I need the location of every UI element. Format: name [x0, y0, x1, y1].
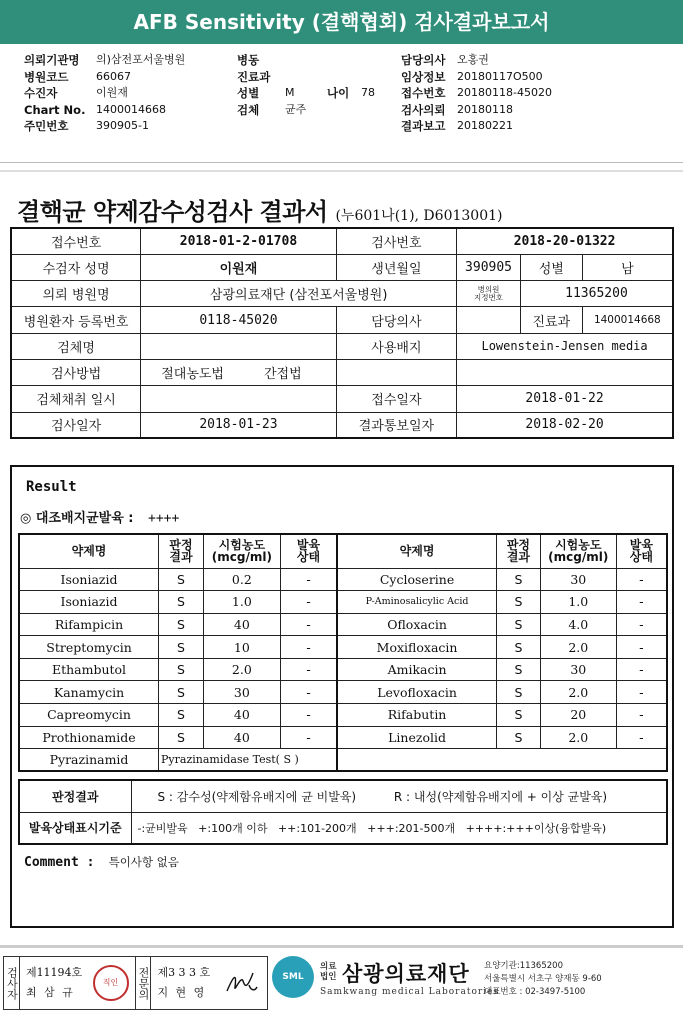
- drug-name: Pyrazinamid: [19, 749, 159, 772]
- drug-growth: -: [280, 681, 337, 704]
- table-row: [19, 613, 667, 636]
- header-drug: 약제명: [337, 534, 496, 568]
- drug-concentration: 30: [203, 681, 280, 704]
- drug-growth: -: [616, 591, 667, 614]
- test-date: 2018-01-23: [141, 412, 337, 438]
- drug-concentration: 2.0: [540, 681, 616, 704]
- drug-name: Capreomycin: [19, 704, 159, 727]
- drug-growth: -: [616, 681, 667, 704]
- drug-result: S: [497, 568, 541, 591]
- drug-result: S: [159, 726, 204, 749]
- info-label: 담당의사: [401, 53, 446, 67]
- divider: [0, 170, 683, 172]
- document-code: (누601나(1), D6013001): [335, 208, 503, 224]
- result-section: [10, 465, 674, 928]
- hospital-id: 11365200: [520, 281, 673, 307]
- pyrazinamidase-test: Pyrazinamidase Test( S ): [159, 749, 338, 772]
- inspector-name: 최 삼 규: [25, 986, 75, 999]
- drug-growth: -: [280, 591, 337, 614]
- patient-name: 이원재: [141, 254, 337, 280]
- judge-legend-r: R : 내성(약제함유배지에 + 이상 균발육): [393, 789, 608, 804]
- table-row: [19, 636, 667, 659]
- drug-growth: -: [280, 613, 337, 636]
- inspector: [20, 957, 136, 1009]
- drug-name: Prothionamide: [19, 726, 159, 749]
- drug-name: Isoniazid: [19, 591, 159, 614]
- header-growth: 발육 상태: [616, 534, 667, 568]
- corp-code: 요양기관:11365200: [484, 961, 563, 971]
- table-row: [19, 658, 667, 681]
- info-column-2: [237, 52, 375, 118]
- info-value: 20180117O500: [457, 69, 543, 83]
- hospital-id-label-2: 지정번호: [474, 292, 504, 302]
- seal-icon: 직인: [93, 965, 129, 1001]
- drug-concentration: 30: [540, 658, 616, 681]
- table-row: [19, 681, 667, 704]
- drug-growth: -: [616, 636, 667, 659]
- table-row: [11, 386, 673, 412]
- test-number: 2018-20-01322: [457, 228, 673, 254]
- info-value: 66067: [96, 69, 131, 83]
- corp-tag: 의료 법인: [320, 962, 337, 982]
- cell-label: 검체명: [11, 333, 141, 359]
- cell-label: 의뢰 병원명: [11, 281, 141, 307]
- drug-result: S: [497, 658, 541, 681]
- drug-growth: -: [616, 658, 667, 681]
- report-date: 2018-02-20: [457, 412, 673, 438]
- drug-result: S: [497, 704, 541, 727]
- table-row: [19, 726, 667, 749]
- corp-location: 서울특별시 서초구 양재동 9-60: [484, 974, 602, 984]
- signature-icon: [223, 967, 259, 997]
- drug-growth: -: [280, 658, 337, 681]
- drug-name: Amikacin: [337, 658, 496, 681]
- patient-info-table: [10, 227, 674, 439]
- comment-text: 특이사항 없음: [108, 855, 179, 869]
- drug-name: Ethambutol: [19, 658, 159, 681]
- cell-label: 진료과: [520, 307, 582, 333]
- drug-growth: -: [280, 726, 337, 749]
- drug-result: S: [159, 636, 204, 659]
- empty-cell: [336, 359, 456, 385]
- info-value: 의)삼전포서울병원: [96, 53, 186, 66]
- table-row: [11, 228, 673, 254]
- result-title: Result: [26, 479, 77, 495]
- receipt-number: 2018-01-2-01708: [141, 228, 337, 254]
- drug-name: Isoniazid: [19, 568, 159, 591]
- growth-legend-text: -:균비발육 +:100개 이하 ++:101-200개 +++:201-500개 ++++:+++이상(융합발육): [131, 812, 667, 844]
- header-drug: 약제명: [19, 534, 159, 568]
- info-column-3: [401, 52, 552, 135]
- method-indirect: 간접법: [264, 367, 302, 383]
- info-label: 의뢰기관명: [24, 53, 80, 67]
- drug-concentration: 10: [203, 636, 280, 659]
- table-header-row: [19, 534, 667, 568]
- table-row: [19, 780, 667, 812]
- document-title: [17, 192, 502, 227]
- table-row: [19, 704, 667, 727]
- drug-result: S: [497, 726, 541, 749]
- cell-label: [457, 281, 521, 307]
- info-value: 20180221: [457, 119, 513, 132]
- drug-growth: -: [280, 568, 337, 591]
- table-row: [11, 359, 673, 385]
- drug-name: Linezolid: [337, 726, 496, 749]
- age-value: 78: [361, 86, 375, 99]
- drug-result: S: [497, 591, 541, 614]
- control-value: ++++: [148, 511, 180, 526]
- info-column-1: [24, 52, 185, 135]
- table-row: [11, 254, 673, 280]
- drug-name: Rifabutin: [337, 704, 496, 727]
- drug-result: S: [159, 681, 204, 704]
- judge-legend-s: S : 감수성(약제함유배지에 균 비발육): [157, 789, 357, 804]
- drug-name: Cycloserine: [337, 568, 496, 591]
- info-value: 1400014668: [96, 102, 166, 116]
- info-label: 접수번호: [401, 86, 446, 100]
- table-row: [19, 812, 667, 844]
- cell-label: 검체채취 일시: [11, 386, 141, 412]
- info-label: 검사의뢰: [401, 102, 446, 117]
- table-row: [19, 591, 667, 614]
- cell-label: 검사방법: [11, 359, 141, 385]
- method-absolute: 절대농도법: [161, 367, 224, 383]
- drug-result: S: [159, 704, 204, 727]
- info-label: Chart No.: [24, 102, 86, 117]
- header-concentration: 시험농도 (mcg/ml): [540, 534, 616, 568]
- cell-label: 생년월일: [336, 254, 456, 280]
- corp-name: 삼광의료재단: [342, 962, 470, 986]
- empty-cell: [457, 359, 673, 385]
- drug-concentration: 4.0: [540, 613, 616, 636]
- drug-growth: -: [616, 613, 667, 636]
- cell-label: 병원환자 등록번호: [11, 307, 141, 333]
- drug-result: S: [497, 636, 541, 659]
- control-growth: [20, 507, 179, 526]
- birth-date: 390905: [457, 254, 521, 280]
- drug-concentration: 1.0: [203, 591, 280, 614]
- report-title: AFB Sensitivity (결핵협회) 검사결과보고서: [133, 10, 550, 34]
- ward-label: 병동: [237, 53, 260, 67]
- header-judge: 판정 결과: [159, 534, 204, 568]
- drug-name: Kanamycin: [19, 681, 159, 704]
- received-date: 2018-01-22: [457, 386, 673, 412]
- drug-concentration: 2.0: [540, 636, 616, 659]
- test-method: [141, 359, 337, 385]
- info-label: 결과보고: [401, 119, 446, 133]
- table-row: [11, 333, 673, 359]
- drug-concentration: 2.0: [203, 658, 280, 681]
- drug-concentration: 40: [203, 704, 280, 727]
- drug-growth: -: [616, 568, 667, 591]
- sml-logo-icon: SML: [272, 956, 314, 998]
- drug-name: Moxifloxacin: [337, 636, 496, 659]
- drug-result: S: [497, 613, 541, 636]
- cell-label: 검사일자: [11, 412, 141, 438]
- drug-name: Streptomycin: [19, 636, 159, 659]
- comment: [24, 854, 179, 870]
- cell-label: 담당의사: [336, 307, 456, 333]
- specialist-label: 전문의: [136, 957, 152, 1009]
- info-value: 20180118-45020: [457, 86, 552, 99]
- header-growth: 발육 상태: [280, 534, 337, 568]
- department-value: 1400014668: [582, 307, 673, 333]
- inspector-number: 제11194호: [25, 966, 83, 979]
- inspector-label: 검사자: [4, 957, 20, 1009]
- table-row: [11, 412, 673, 438]
- hospital-id-label-1: 병의원: [477, 284, 500, 294]
- cell-label: 수검자 성명: [11, 254, 141, 280]
- control-label: ◎ 대조배지균발육 :: [20, 511, 134, 526]
- judge-legend: [131, 780, 667, 812]
- drug-growth: -: [616, 726, 667, 749]
- cell-label: 사용배지: [336, 333, 456, 359]
- drug-concentration: 2.0: [540, 726, 616, 749]
- dept-label: 진료과: [237, 69, 271, 84]
- drug-result: S: [159, 613, 204, 636]
- cell-label: 검사번호: [336, 228, 456, 254]
- corp-address: [484, 960, 602, 999]
- doctor-value: [457, 307, 521, 333]
- info-value: 390905-1: [96, 119, 149, 132]
- drug-name: Rifampicin: [19, 613, 159, 636]
- document-title-text: 결핵균 약제감수성검사 결과서: [17, 197, 328, 226]
- drug-result: S: [159, 658, 204, 681]
- drug-growth: -: [280, 636, 337, 659]
- judge-legend-label: 판정결과: [19, 780, 131, 812]
- table-row: [19, 749, 667, 772]
- specimen-name: [141, 333, 337, 359]
- table-row: [19, 568, 667, 591]
- registration-number: 0118-45020: [141, 307, 337, 333]
- drug-result: S: [497, 681, 541, 704]
- drug-result: S: [159, 568, 204, 591]
- info-label: 주민번호: [24, 119, 69, 133]
- comment-label: Comment :: [24, 855, 95, 870]
- drug-name: Ofloxacin: [337, 613, 496, 636]
- drug-concentration: 1.0: [540, 591, 616, 614]
- corp-phone: 대표번호 : 02-3497-5100: [484, 987, 586, 997]
- info-label: 수진자: [24, 86, 58, 100]
- age-label: 나이: [327, 86, 350, 100]
- sex-label: 성별: [237, 86, 260, 100]
- culture-media: Lowenstein-Jensen media: [457, 333, 673, 359]
- table-row: [11, 281, 673, 307]
- footer-divider: [0, 945, 683, 948]
- drug-growth: -: [616, 704, 667, 727]
- drug-result: S: [159, 591, 204, 614]
- drug-concentration: 40: [203, 613, 280, 636]
- info-value: 이원재: [96, 86, 128, 99]
- growth-legend-label: 발육상태표시기준: [19, 812, 131, 844]
- drug-concentration: 40: [203, 726, 280, 749]
- report-header: [0, 0, 683, 44]
- header-judge: 판정 결과: [497, 534, 541, 568]
- drug-name: Levofloxacin: [337, 681, 496, 704]
- cell-label: 결과통보일자: [336, 412, 456, 438]
- hospital-name: 삼광의료재단 (삼전포서울병원): [141, 281, 457, 307]
- sex-value: M: [285, 86, 295, 99]
- empty-cell: [337, 749, 667, 772]
- specimen-label: 검체: [237, 102, 260, 117]
- table-row: [11, 307, 673, 333]
- drug-name: P-Aminosalicylic Acid: [337, 591, 496, 614]
- info-value: 20180118: [457, 102, 513, 116]
- signature-box: [3, 956, 268, 1010]
- drug-sensitivity-table: [18, 533, 668, 772]
- specialist-number: 제3 3 3 호: [157, 966, 211, 979]
- drug-concentration: 30: [540, 568, 616, 591]
- divider: [0, 162, 683, 163]
- cell-label: 성별: [520, 254, 582, 280]
- specimen-value: 균주: [285, 102, 307, 116]
- drug-concentration: 0.2: [203, 568, 280, 591]
- drug-concentration: 20: [540, 704, 616, 727]
- drug-growth: -: [280, 704, 337, 727]
- specialist: [151, 957, 267, 1009]
- cell-label: 접수번호: [11, 228, 141, 254]
- specialist-name: 지 현 영: [157, 986, 207, 999]
- info-label: 병원코드: [24, 69, 69, 84]
- header-concentration: 시험농도 (mcg/ml): [203, 534, 280, 568]
- collection-date: [141, 386, 337, 412]
- cell-label: 접수일자: [336, 386, 456, 412]
- corp-english-name: Samkwang medical Laboratories: [320, 987, 500, 997]
- company-logo: [272, 954, 682, 1014]
- legend-table: [18, 779, 668, 845]
- patient-sex: 남: [582, 254, 673, 280]
- info-value: 오홍권: [457, 53, 489, 66]
- info-label: 임상정보: [401, 69, 446, 84]
